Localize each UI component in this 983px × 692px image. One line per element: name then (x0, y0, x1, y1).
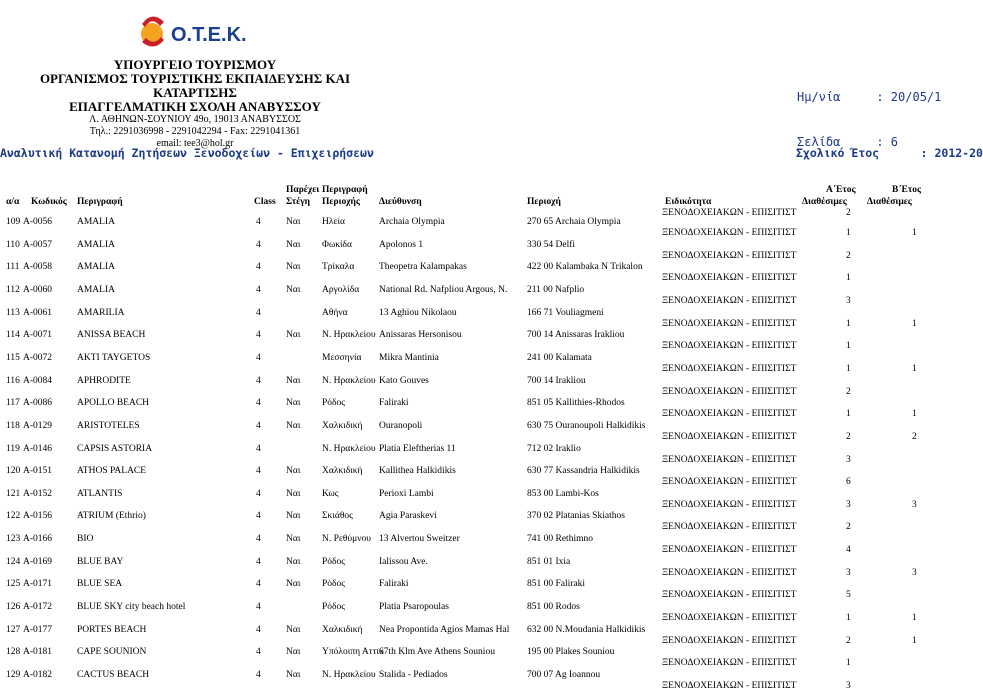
row-number: 122 (6, 511, 21, 522)
row-number: 113 (6, 307, 20, 318)
provides-shelter: Ναι (286, 217, 301, 227)
hotel-class: 4 (256, 670, 261, 680)
col-a-year-line1: Α΄Ετος (826, 185, 856, 195)
region-description: Χαλκιδική (322, 624, 363, 635)
region-description: Ρόδος (322, 579, 346, 590)
b-year-available: 2 (912, 431, 917, 442)
hotel-address: National Rd. Nafpliou Argous, N. (379, 284, 508, 295)
row-number: 124 (6, 556, 21, 567)
row-number: 111 (6, 262, 20, 273)
col-shelter-line1: Παρέχει (286, 185, 320, 195)
region-description: Ν. Ηρακλείου (322, 443, 376, 454)
hotel-class: 4 (256, 262, 261, 273)
hotel-area: 851 00 Rodos (527, 602, 580, 613)
row-number: 121 (6, 488, 21, 499)
row-number: 125 (6, 579, 21, 590)
hotel-class: 4 (256, 330, 261, 341)
specialty: ΞΕΝΟΔΟΧΕΙΑΚΩΝ - ΕΠΙΣΙΤΙΣΤ (662, 590, 797, 601)
hotel-class: 4 (256, 217, 261, 227)
hotel-address: Ialissou Ave. (379, 556, 428, 567)
hotel-code: A-0172 (23, 602, 53, 613)
hotel-class: 4 (256, 511, 261, 522)
hotel-description: AMALIA (77, 217, 115, 227)
a-year-available: 1 (846, 341, 851, 352)
school-email: email: tee3@hol.gr (156, 138, 234, 149)
col-region-line2: Περιοχής (322, 197, 360, 207)
school-year-label: Σχολικό Έτος (796, 146, 880, 160)
hotel-code: A-0151 (23, 466, 53, 477)
hotel-area: 700 14 Anissaras Irakliou (527, 330, 625, 341)
hotel-address: Kallithea Halkidikis (379, 466, 456, 477)
region-description: Υπόλοιπη Αττικ (322, 647, 384, 658)
hotel-area: 712 02 Iraklio (527, 443, 581, 454)
hotel-description: BLUE SKY city beach hotel (77, 602, 186, 613)
hotel-area: 700 07 Ag Ioannou (527, 670, 601, 680)
hotel-code: A-0071 (23, 330, 53, 341)
hotel-code: A-0166 (23, 534, 53, 545)
provides-shelter: Ναι (286, 375, 301, 386)
hotel-address: Anissaras Hersonisou (379, 330, 462, 341)
region-description: Μεσσηνία (322, 352, 362, 363)
a-year-available: 1 (846, 363, 851, 374)
hotel-class: 4 (256, 556, 261, 567)
organization-name: ΟΡΓΑΝΙΣΜΟΣ ΤΟΥΡΙΣΤΙΚΗΣ ΕΚΠΑΙΔΕΥΣΗΣ ΚΑΙ ΚΑΤΑΡΤΙΣΗΣ (39, 71, 351, 100)
hotel-description: APOLLO BEACH (77, 398, 150, 409)
a-year-available: 3 (846, 454, 851, 465)
hotel-class: 4 (256, 375, 261, 386)
hotel-class: 4 (256, 466, 261, 477)
row-number: 117 (6, 398, 20, 409)
region-description: Σκιάθος (322, 511, 353, 522)
ministry-name: ΥΠΟΥΡΓΕΙΟ ΤΟΥΡΙΣΜΟΥ (113, 57, 277, 72)
region-description: Ρόδος (322, 602, 346, 613)
hotel-class: 4 (256, 488, 261, 499)
a-year-available: 2 (846, 522, 851, 533)
provides-shelter: Ναι (286, 420, 301, 431)
hotel-description: BLUE SEA (77, 579, 123, 590)
hotel-address: Perioxi Lambi (379, 488, 434, 499)
hotel-area: 370 02 Platanias Skiathos (527, 511, 625, 522)
specialty: ΞΕΝΟΔΟΧΕΙΑΚΩΝ - ΕΠΙΣΙΤΙΣΤ (662, 228, 797, 238)
a-year-available: 3 (846, 681, 851, 691)
provides-shelter: Ναι (286, 556, 301, 567)
hotel-code: A-0058 (23, 262, 53, 273)
hotel-code: A-0169 (23, 556, 53, 567)
hotel-address: 13 Aghiou Nikolaou (379, 307, 457, 318)
col-class: Class (254, 197, 276, 207)
specialty: ΞΕΝΟΔΟΧΕΙΑΚΩΝ - ΕΠΙΣΙΤΙΣΤ (662, 386, 797, 397)
specialty: ΞΕΝΟΔΟΧΕΙΑΚΩΝ - ΕΠΙΣΙΤΙΣΤ (662, 567, 797, 578)
hotel-code: A-0182 (23, 670, 53, 680)
provides-shelter: Ναι (286, 670, 301, 680)
a-year-available: 3 (846, 499, 851, 510)
provides-shelter: Ναι (286, 466, 301, 477)
region-description: Κως (322, 488, 339, 499)
col-a-year-line2: Διαθέσιμες (802, 197, 847, 207)
date-value: : 20/05/1 (876, 90, 942, 104)
page-label: Σελίδα (797, 135, 841, 149)
hotel-area: 632 00 N.Moudania Halkidikis (527, 624, 646, 635)
region-description: Χαλκιδική (322, 466, 363, 477)
hotel-area: 853 00 Lambi-Kos (527, 488, 599, 499)
hotel-description: AKTI TAYGETOS (77, 352, 151, 363)
row-number: 110 (6, 239, 20, 250)
row-number: 128 (6, 647, 21, 658)
hotel-description: ATRIUM (Ethrio) (77, 511, 146, 522)
school-year (796, 146, 983, 160)
hotel-area: 851 00 Faliraki (527, 579, 586, 590)
hotel-code: A-0072 (23, 352, 53, 363)
col-address: Διεύθυνση (379, 197, 422, 207)
col-description: Περιγραφή (77, 197, 123, 207)
hotel-area: 741 00 Rethimno (527, 534, 593, 545)
hotel-address: Apolonos 1 (379, 239, 424, 250)
hotel-address: 13 Alvertou Sweitzer (379, 534, 460, 545)
a-year-available: 1 (846, 613, 851, 624)
region-description: Ν. Ηρακλείου (322, 330, 376, 341)
hotel-code: A-0156 (23, 511, 53, 522)
hotel-code: A-0152 (23, 488, 53, 499)
specialty: ΞΕΝΟΔΟΧΕΙΑΚΩΝ - ΕΠΙΣΙΤΙΣΤ (662, 499, 797, 510)
provides-shelter: Ναι (286, 534, 301, 545)
b-year-available: 1 (912, 228, 917, 238)
specialty: ΞΕΝΟΔΟΧΕΙΑΚΩΝ - ΕΠΙΣΙΤΙΣΤ (662, 635, 797, 646)
specialty: ΞΕΝΟΔΟΧΕΙΑΚΩΝ - ΕΠΙΣΙΤΙΣΤ (662, 658, 797, 669)
hotel-address: Faliraki (379, 398, 409, 409)
hotel-description: ANISSA BEACH (77, 330, 146, 341)
hotel-area: 195 00 Plakes Souniou (527, 647, 615, 658)
row-number: 126 (6, 602, 21, 613)
hotel-address: Theopetra Kalampakas (379, 262, 467, 273)
hotel-address: Platia Eleftherias 11 (379, 443, 456, 454)
specialty: ΞΕΝΟΔΟΧΕΙΑΚΩΝ - ΕΠΙΣΙΤΙΣΤ (662, 613, 797, 624)
a-year-available: 1 (846, 658, 851, 669)
page-value: : 6 (876, 135, 899, 149)
otek-logo (134, 6, 256, 56)
provides-shelter: Ναι (286, 647, 301, 658)
specialty: ΞΕΝΟΔΟΧΕΙΑΚΩΝ - ΕΠΙΣΙΤΙΣΤ (662, 522, 797, 533)
region-description: Φωκίδα (322, 239, 352, 250)
b-year-available: 3 (912, 499, 917, 510)
hotel-class: 4 (256, 398, 261, 409)
hotel-area: 851 01 Ixia (527, 556, 571, 567)
specialty: ΞΕΝΟΔΟΧΕΙΑΚΩΝ - ΕΠΙΣΙΤΙΣΤ (662, 681, 797, 691)
provides-shelter: Ναι (286, 284, 301, 295)
hotel-class: 4 (256, 307, 261, 318)
specialty: ΞΕΝΟΔΟΧΕΙΑΚΩΝ - ΕΠΙΣΙΤΙΣΤ (662, 295, 797, 306)
hotel-class: 4 (256, 420, 261, 431)
a-year-available: 2 (846, 208, 851, 218)
school-name: ΕΠΑΓΓΕΛΜΑΤΙΚΗ ΣΧΟΛΗ ΑΝΑΒΥΣΣΟΥ (69, 99, 321, 114)
hotel-class: 4 (256, 579, 261, 590)
hotel-area: 330 54 Delfi (527, 239, 576, 250)
provides-shelter: Ναι (286, 330, 301, 341)
specialty: ΞΕΝΟΔΟΧΕΙΑΚΩΝ - ΕΠΙΣΙΤΙΣΤ (662, 431, 797, 442)
hotel-code: A-0146 (23, 443, 53, 454)
hotel-description: CACTUS BEACH (77, 670, 150, 680)
a-year-available: 1 (846, 318, 851, 329)
row-number: 118 (6, 420, 20, 431)
a-year-available: 2 (846, 635, 851, 646)
row-number: 116 (6, 375, 20, 386)
a-year-available: 5 (846, 590, 851, 601)
b-year-available: 1 (912, 318, 917, 329)
hotel-address: Archaia Olympia (379, 217, 445, 227)
hotel-area: 211 00 Nafplio (527, 284, 585, 295)
hotel-address: Mikra Mantinia (379, 352, 439, 363)
b-year-available: 1 (912, 409, 917, 420)
hotel-class: 4 (256, 239, 261, 250)
hotel-code: A-0171 (23, 579, 53, 590)
specialty: ΞΕΝΟΔΟΧΕΙΑΚΩΝ - ΕΠΙΣΙΤΙΣΤ (662, 341, 797, 352)
hotel-address: 67th Klm Ave Athens Souniou (379, 647, 495, 658)
specialty: ΞΕΝΟΔΟΧΕΙΑΚΩΝ - ΕΠΙΣΙΤΙΣΤ (662, 409, 797, 420)
hotel-description: CAPE SOUNION (77, 647, 147, 658)
table-header (0, 185, 959, 209)
otek-logo-graphic (134, 6, 256, 56)
a-year-available: 2 (846, 250, 851, 261)
region-description: Αθήνα (322, 307, 348, 318)
hotel-code: A-0084 (23, 375, 53, 386)
hotel-class: 4 (256, 602, 261, 613)
row-number: 120 (6, 466, 21, 477)
school-year-value: : 2012-20 (920, 146, 983, 160)
hotel-description: CAPSIS ASTORIA (77, 443, 153, 454)
logo-text: O.T.E.K. (171, 24, 247, 46)
col-aa: α/α (6, 197, 20, 207)
hotel-class: 4 (256, 443, 261, 454)
region-description: Αργολίδα (322, 284, 360, 295)
specialty: ΞΕΝΟΔΟΧΕΙΑΚΩΝ - ΕΠΙΣΙΤΙΣΤ (662, 477, 797, 488)
hotel-area: 270 65 Archaia Olympia (527, 217, 621, 227)
a-year-available: 3 (846, 567, 851, 578)
specialty: ΞΕΝΟΔΟΧΕΙΑΚΩΝ - ΕΠΙΣΙΤΙΣΤ (662, 208, 797, 218)
hotel-code: A-0056 (23, 217, 53, 227)
provides-shelter: Ναι (286, 398, 301, 409)
school-address: Λ. ΑΘΗΝΩΝ-ΣΟΥΝΙΟΥ 49ο, 19013 ΑΝΑΒΥΣΣΟΣ (89, 114, 301, 125)
a-year-available: 1 (846, 273, 851, 284)
provides-shelter: Ναι (286, 511, 301, 522)
hotel-address: Agia Paraskevi (379, 511, 437, 522)
a-year-available: 1 (846, 409, 851, 420)
col-b-year-line1: Β΄Ετος (892, 185, 921, 195)
specialty: ΞΕΝΟΔΟΧΕΙΑΚΩΝ - ΕΠΙΣΙΤΙΣΤ (662, 318, 797, 329)
hotel-description: AMARILIA (77, 307, 125, 318)
region-description: Τρίκαλα (322, 262, 355, 273)
specialty: ΞΕΝΟΔΟΧΕΙΑΚΩΝ - ΕΠΙΣΙΤΙΣΤ (662, 545, 797, 556)
specialty: ΞΕΝΟΔΟΧΕΙΑΚΩΝ - ΕΠΙΣΙΤΙΣΤ (662, 273, 797, 284)
row-number: 119 (6, 443, 20, 454)
a-year-available: 3 (846, 295, 851, 306)
hotel-code: A-0060 (23, 284, 53, 295)
provides-shelter: Ναι (286, 239, 301, 250)
b-year-available: 1 (912, 613, 917, 624)
region-description: Ν. Ηρακλείου (322, 375, 376, 386)
hotel-class: 4 (256, 647, 261, 658)
hotel-class: 4 (256, 534, 261, 545)
hotel-area: 630 77 Kassandria Halkidikis (527, 466, 640, 477)
organization-header (0, 58, 390, 150)
b-year-available: 1 (912, 363, 917, 374)
row-number: 127 (6, 624, 21, 635)
hotel-address: Nea Propontida Agios Mamas Hal (379, 624, 510, 635)
col-specialty: Ειδικότητα (665, 197, 712, 207)
specialty: ΞΕΝΟΔΟΧΕΙΑΚΩΝ - ΕΠΙΣΙΤΙΣΤ (662, 250, 797, 261)
hotel-area: 630 75 Ouranoupoli Halkidikis (527, 420, 646, 431)
provides-shelter: Ναι (286, 579, 301, 590)
hotel-address: Stalida - Pediados (379, 670, 448, 680)
specialty: ΞΕΝΟΔΟΧΕΙΑΚΩΝ - ΕΠΙΣΙΤΙΣΤ (662, 363, 797, 374)
row-number: 109 (6, 217, 21, 227)
hotel-code: A-0129 (23, 420, 53, 431)
hotel-address: Ouranopoli (379, 420, 423, 431)
hotel-description: AMALIA (77, 262, 115, 273)
hotel-address: Platia Psaropoulas (379, 602, 449, 613)
region-description: Ηλεία (322, 217, 345, 227)
region-description: Ν. Ρεθύμνου (322, 534, 371, 545)
hotel-description: BIO (77, 534, 94, 545)
report-title: Αναλυτική Κατανομή Ζητήσεων Ξενοδοχείων - Επιχειρήσεων (0, 146, 374, 160)
hotel-class: 4 (256, 624, 261, 635)
provides-shelter: Ναι (286, 488, 301, 499)
row-number: 112 (6, 284, 20, 295)
col-shelter-line2: Στέγη (286, 197, 311, 207)
hotel-description: AMALIA (77, 239, 115, 250)
hotel-code: A-0061 (23, 307, 53, 318)
hotel-class: 4 (256, 352, 261, 363)
region-description: Ν. Ηρακλείου (322, 670, 376, 680)
hotel-description: ATHOS PALACE (77, 466, 147, 477)
region-description: Ρόδος (322, 398, 346, 409)
b-year-available: 3 (912, 567, 917, 578)
hotel-area: 241 00 Kalamata (527, 352, 592, 363)
provides-shelter: Ναι (286, 262, 301, 273)
hotel-description: ATLANTIS (77, 488, 123, 499)
hotel-code: A-0177 (23, 624, 53, 635)
school-phone: Τηλ.: 2291036998 - 2291042294 - Fax: 2291041361 (89, 126, 301, 137)
row-number: 123 (6, 534, 21, 545)
a-year-available: 4 (846, 545, 851, 556)
hotel-class: 4 (256, 284, 261, 295)
hotel-description: ARISTOTELES (77, 420, 140, 431)
a-year-available: 2 (846, 386, 851, 397)
hotel-address: Kato Gouves (379, 375, 429, 386)
hotel-description: AMALIA (77, 284, 115, 295)
hotel-code: A-0181 (23, 647, 53, 658)
col-b-year-line2: Διαθέσιμες (867, 197, 912, 207)
hotel-description: BLUE BAY (77, 556, 124, 567)
hotel-area: 700 14 Irakliou (527, 375, 586, 386)
col-region-line1: Περιγραφή (322, 185, 368, 195)
col-area: Περιοχή (527, 197, 561, 207)
hotel-code: A-0057 (23, 239, 53, 250)
hotel-description: PORTES BEACH (77, 624, 147, 635)
hotel-area: 166 71 Vouliagmeni (527, 307, 604, 318)
row-number: 129 (6, 670, 21, 680)
row-number: 115 (6, 352, 20, 363)
region-description: Ρόδος (322, 556, 346, 567)
row-number: 114 (6, 330, 20, 341)
b-year-available: 1 (912, 635, 917, 646)
hotel-address: Faliraki (379, 579, 409, 590)
col-code: Κωδικός (31, 197, 67, 207)
hotel-description: APHRODITE (77, 375, 131, 386)
a-year-available: 6 (846, 477, 851, 488)
provides-shelter: Ναι (286, 624, 301, 635)
hotel-code: A-0086 (23, 398, 53, 409)
region-description: Χαλκιδική (322, 420, 363, 431)
hotel-area: 422 00 Kalambaka N Trikalon (527, 262, 643, 273)
a-year-available: 1 (846, 228, 851, 238)
specialty: ΞΕΝΟΔΟΧΕΙΑΚΩΝ - ΕΠΙΣΙΤΙΣΤ (662, 454, 797, 465)
date-label: Ημ/νία (797, 90, 841, 104)
a-year-available: 2 (846, 431, 851, 442)
hotel-area: 851 05 Kallithies-Rhodos (527, 398, 625, 409)
